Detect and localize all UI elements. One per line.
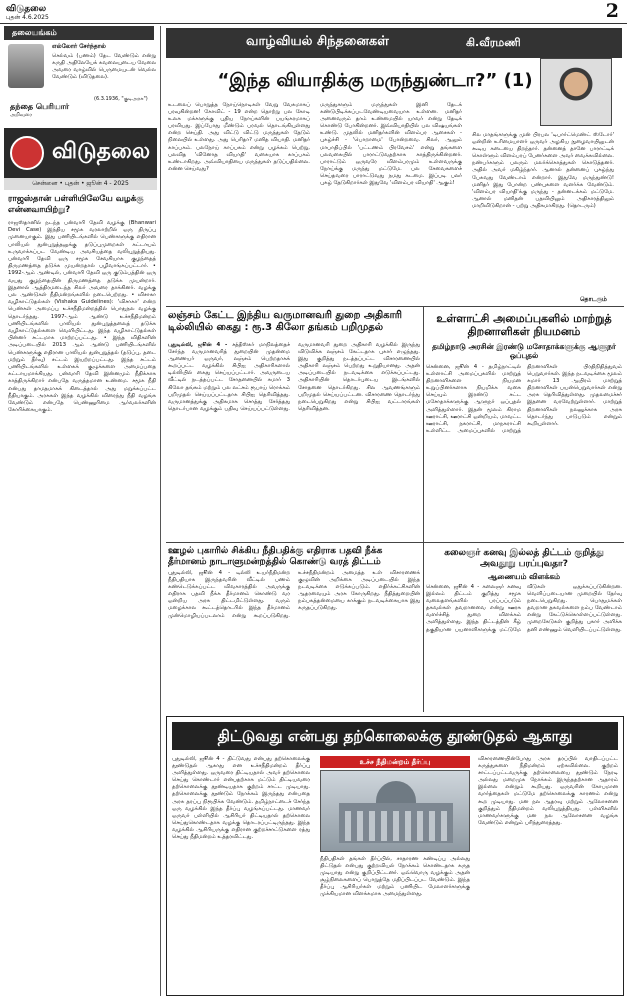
story-dateline: புதுடில்லி, ஜூன் 4 - <box>168 342 233 348</box>
story-headline: கலைஞர் கனவு இல்லத் திட்டம் குறித்து அவதூறு பரப்புவதா? <box>444 548 604 569</box>
story-headline: உள்ளாட்சி அமைப்புகளில் மாற்றுத் திறனாளிகள் நியமனம் <box>436 312 612 338</box>
editorial-title: ராஜஸ்தான் பள்ளியிலேயே வழக்கு என்னவாயிற்று? <box>8 194 144 215</box>
logo-badge-icon <box>10 136 44 170</box>
founder-caption: அறிவுரை <box>10 112 32 118</box>
story-headline: ஊழல் புகாரில் சிக்கிய நீதிபதிக்கு எதிராக பதவி நீக்க தீர்மானம் நாடாளுமன்றத்தில் கொண்டு வரத் திட்டம் <box>168 546 383 567</box>
paper-name: விடுதலை <box>6 4 47 14</box>
edition-line: சென்னை • புதன் • ஜூன் 4 - 2025 <box>4 178 157 190</box>
issue-date: புதன் 4.6.2025 <box>6 14 49 21</box>
founder-photo <box>8 44 44 88</box>
column-headline: “இந்த வியாதிக்கு மருந்துண்டா?” (1) <box>217 70 533 91</box>
story-text: சத்தீஸ்கர் மாநிலத்தைச் சேர்ந்த வருமானவரித் துறையின் முதன்மை ஆணையர் ஒருவர், லஞ்சம் பெற்றதாகக் கூறப்பட்ட வழக்கில் சிபிஐ அதிகாரிகளால் டில்லியில் கைது செய்யப்பட்டார். அவருடைய வீட்டில் நடத்தப்பட்ட சோதனையில் சுமார் 3 கிலோ தங்கம் மற்றும் பல லட்சம் ரூபாய் ரொக்கம் பறிமுதல் செய்யப்பட்டதாக சிபிஐ தெரிவித்தது. வருமானத்துக்கு அதிகமாக சொத்து சேர்த்தது தொடர்பான வழக்கும் பதிவு செய்யப்பட்டுள்ளது. வருமானவரி துறை அதிகாரி வழக்கில் இருந்து விடுவிக்க லஞ்சம் கேட்டதாக புகார் எழுந்தது. இது குறித்து நடத்தப்பட்ட விசாரணையில் அதிகாரி லஞ்சம் பெற்றது உறுதியானது. அதன் அடிப்படையில் நடவடிக்கை எடுக்கப்பட்டது. அதிகாரியின் தொடர்புடைய இடங்களில் சோதனை தொடர்கிறது. சில ஆவணங்களும் பறிமுதல் செய்யப்பட்டன. விசாரணை தொடர்ந்து நடைபெறுகிறது என்று சிபிஐ வட்டாரங்கள் தெரிவித்தன. <box>168 342 420 412</box>
quote-text: செல்வம் (பணம்) தேட வேண்டும் என்று கருதி அதிலேயேக் கவலையுடைய வேலை அவரை வாழ்வில் பெருமையுடன் வெல்ல வேண்டும் (விடுதலை). <box>52 53 156 80</box>
page-number: 2 <box>605 0 619 22</box>
founder-signature <box>10 102 69 120</box>
story-body: சென்னை, ஜூன் 4 - தமிழ்நாட்டில் உள்ளாட்சி அமைப்புகளில் மாற்றுத் திறனாளிகளை நியமன உறுப்பினர்களாக நியமிக்க வகை செய்யும் இரண்டு சட்ட மசோதாக்களுக்கு ஆளுநர் ஒப்புதல் அளித்துள்ளார். இதன் மூலம் கிராம ஊராட்சி, ஊராட்சி ஒன்றியம், மாவட்ட ஊராட்சி, நகராட்சி, மாநகராட்சி உள்ளிட்ட அமைப்புகளில் மாற்றுத் திறனாளிகள் பிரதிநிதித்துவம் பெறுவார்கள். இந்த நடவடிக்கை மூலம் சுமார் 13 ஆயிரம் மாற்றுத் திறனாளிகள் பயன்பெறுவார்கள் என்று அரசு தெரிவித்துள்ளது. முதலமைச்சர் இதனை வரவேற்றுள்ளார். மாற்றுத் திறனாளிகள் நலனுக்காக அரசு தொடர்ந்து பாடுபடும் என்றும் கூறியுள்ளார். <box>426 364 622 434</box>
continued-note: தொடரும் <box>580 296 607 303</box>
column-banner <box>166 28 622 58</box>
divider <box>423 306 424 712</box>
story-body: சென்னை, ஜூன் 4 - கலைஞர் கனவு இல்லம் திட்டம் குறித்து சமூக வலைதளங்களில் பரப்பப்படும் தகவல்கள் தவறானவை என்று ஊரக வளர்ச்சித் துறை விளக்கம் அளித்துள்ளது. இந்த திட்டத்தின் கீழ் தகுதியான பயனாளிகளுக்கு மட்டுமே வீடுகள் ஒதுக்கப்படுகின்றன. வெளிப்படையான முறையில் தேர்வு நடைபெறுகிறது. பொதுமக்கள் தவறான தகவல்களை நம்ப வேண்டாம் என்று கேட்டுக்கொள்ளப்பட்டுள்ளது. முறைகேடுகள் குறித்து புகார் அளிக்க தனி எண்ணும் வெளியிடப்பட்டுள்ளது. <box>426 584 622 633</box>
feature-text-3: விசாரணையின்போது அரசு தரப்பில் வாதிடப்பட்ட கருத்துகளை நீதிமன்றம் ஏற்கவில்லை. குற்றம் சாட்டப்பட்டவருக்கு தற்கொலையை தூண்டும் நேரடி அல்லது மறைமுக நோக்கம் இருந்ததற்கான ஆதாரம் இல்லை என்றும் கூறியது. ஒருவரின் கோபமான வார்த்தைகள் மட்டுமே தற்கொலைக்கு காரணம் என்று கூற முடியாது. மன நல ஆதரவு மற்றும் ஆலோசனை குறித்தும் நீதிமன்றம் வலியுறுத்தியது. பள்ளிகளில் மாணவர்களுக்கு மன நல ஆலோசனை வழங்க வேண்டும் என்றும் பரிந்துரைத்தது. <box>478 756 618 826</box>
editorial-label: தலையங்கம் <box>4 26 154 40</box>
editorial-body: ராஜஸ்தானில் நடந்த பன்வாரி தேவி வழக்கு (Bhanwari Devi Case) இந்திய சமூக வரலாற்றில் ஒரு திருப்பு முனையாகும். இது பணியிடங்களில் பெண்களுக்கு எதிரான பாலியல் துன்புறுத்தலுக்கு தடுப்புமுறைகள் கட்டாயம் உருவாக்கப்பட வேண்டிய அவசியத்தை வலியுறுத்தியது. பன்வாரி தேவி ஒரு சமூக சேவகியாக குழந்தைத் திருமணத்தை தடுக்க முயன்றதால் பழிவாங்கப்பட்டார். • 1992-ஆம் ஆண்டில், பன்வாரி தேவி ஒரு குடும்பத்தின் ஒரு வயது குழந்தையின் திருமணத்தை தடுக்க முயன்றார். இதனால் ஆத்திரமடைந்த சிலர் அவரை தாக்கினர். வழக்கு பல ஆண்டுகள் நீதிமன்றங்களில் நடைபெற்றது. • விசாகா வழிகாட்டுதல்கள் (Vishaka Guidelines): 'விசாகா' என்ற பெண்கள் அமைப்பு உச்சநீதிமன்றத்தில் பொதுநல வழக்கு தொடர்ந்தது. 1997-ஆம் ஆண்டு உச்சநீதிமன்றம் பணியிடங்களில் பாலியல் துன்புறுத்தலைத் தடுக்க வழிகாட்டுதல்களை வெளியிட்டது. இந்த வழிகாட்டுதல்கள் பின்னர் சட்டமாக மாற்றப்பட்டது. • இந்த விதிகளின் அடிப்படையில் 2013 ஆம் ஆண்டு பணியிடங்களில் பெண்களுக்கு எதிரான பாலியல் துன்புறுத்தல் (தடுப்பு, தடை மற்றும் தீர்வு) சட்டம் இயற்றப்பட்டது. இந்த சட்டம் பணியிடங்களில் உள்ளகக் குழுக்களை அமைப்பதை கட்டாயமாக்கியது. பன்வாரி தேவி இன்னமும் நீதிக்காக காத்திருக்கிறார் என்பதே வருத்தமான உண்மை. சமூக நீதி என்பது தாமதமாகக் கிடைத்தால் அது மறுக்கப்பட்ட நீதியாகும். அரசுகள் இந்த வழக்கில் விரைந்து நீதி வழங்க வேண்டும் என்பதே பெண்ணுரிமை ஆர்வலர்களின் கோரிக்கையாகும். <box>8 220 156 414</box>
masthead-title: விடுதலை <box>52 138 151 164</box>
supreme-court-photo <box>320 770 470 852</box>
story-subhead: தமிழ்நாடு அரசின் இரண்டு மசோதாக்களுக்கு ஆளுநர் ஒப்புதல் <box>432 342 616 360</box>
story-body: புதுடில்லி, ஜூன் 4 - டில்லி உயர்நீதிமன்ற நீதிபதியாக இருந்தவரின் வீட்டில் பணம் கண்டெடுக்கப்பட்ட விவகாரத்தில் அவருக்கு எதிராக பதவி நீக்க தீர்மானம் கொண்டு வர ஒன்றிய அரசு திட்டமிட்டுள்ளது. வரும் மழைக்கால கூட்டத்தொடரில் இந்த தீர்மானம் முன்மொழியப்படலாம் என்று கூறப்படுகிறது. உச்சநீதிமன்றம் அமைத்த உள் விசாரணைக் குழுவின் அறிக்கை அடிப்படையில் இந்த நடவடிக்கை எடுக்கப்படும். எதிர்க்கட்சிகளின் ஆதரவையும் அரசு கோருகிறது. நீதித்துறையின் நம்பகத்தன்மையை காக்கும் நடவடிக்கையாக இது கருதப்படுகிறது. <box>168 570 420 619</box>
story-subhead: ஆணையம் விளக்கம் <box>487 572 561 581</box>
divider <box>166 542 624 543</box>
column-author: கி.வீரமணி <box>466 36 521 49</box>
quote-date: (6.3.1936, "குடிஅரசு") <box>94 96 148 102</box>
column-title: வாழ்வியல் சிந்தனைகள் <box>246 34 389 49</box>
editorial-column <box>4 26 161 996</box>
masthead <box>4 128 157 178</box>
feature-text-1: புதுடில்லி, ஜூன் 4 - திட்டுவது என்பது தற்கொலைக்கு தூண்டுதல் ஆகாது என உச்சநீதிமன்றம் தீர்ப்பு அளித்துள்ளது. ஒருவரை திட்டியதால் அவர் தற்கொலை செய்து கொண்டார் என்பதற்காக மட்டும் திட்டியவரை தற்கொலைக்கு தூண்டியதாக குற்றம் சாட்ட முடியாது. தற்கொலைக்கு தூண்டும் நோக்கம் இருந்தது என்பதை அரசு தரப்பு நிரூபிக்க வேண்டும். தமிழ்நாட்டைச் சேர்ந்த ஒரு வழக்கில் இந்த தீர்ப்பு வழங்கப்பட்டது. மாணவர் ஒருவர் பள்ளியில் ஆசிரியர் திட்டியதால் தற்கொலை செய்துகொண்டதாக வழக்கு தொடரப்பட்டிருந்தது. இந்த வழக்கில் ஆசிரியருக்கு எதிரான குற்றச்சாட்டுகளை ரத்து செய்து நீதிமன்றம் உத்தரவிட்டது. <box>172 756 310 841</box>
story-headline: லஞ்சம் கேட்ட இந்திய வருமானவரி துறை அதிகாரி டில்லியில் கைது : ரூ.3 கிலோ தங்கம் பறிமுதல் <box>168 310 402 333</box>
feature-headline: திட்டுவது என்பது தற்கொலைக்கு தூண்டுதல் ஆகாது <box>172 722 618 750</box>
quote-author: எல்லோர் சேர்ந்தால் <box>52 43 106 50</box>
feature-text-2: நீதிபதிகள் தங்கள் தீர்ப்பில், சாதாரண கண்டிப்பு அல்லது திட்டுதல் என்பது குற்றவியல் நோக்கம் கொண்டதாக கருத முடியாது என்று குறிப்பிட்டனர். ஒவ்வொரு வழக்கும் அதன் சூழ்நிலைகளைப் பொறுத்தே மதிப்பிடப்பட வேண்டும். இந்த தீர்ப்பு ஆசிரியர்கள் மற்றும் பணியிட மேலாளர்களுக்கு முக்கியமான விளக்கமாக அமைந்துள்ளது. <box>320 856 470 898</box>
page-header <box>0 0 627 24</box>
column-body <box>168 102 618 302</box>
column-text-3: சில மாதங்களுக்கு முன் பிரபல 'டிபார்ட்மெண்ட் ஸ்டோர்' ஒன்றின் உரிமையாளர் ஒருவர் அழகிய நுழைவாயிலுடன் கூடிய கடையை திறந்தார். தன்னைத் தானே பாராட்டிக் கொள்ளும் விளம்பரப் பேனர்களை அவர் வைக்கவில்லை. நண்பர்களும் பலரும் மலர்க்கொத்துகள் கொடுத்தனர். அதில் அவர் மகிழ்ந்தார். ஆனால் தன்னைப் புகழ்ந்து பேசுவது வேண்டாம் என்றார். இதுவே மருந்துண்டு! மனிதர் இது போன்ற பண்புகளை வளர்க்க வேண்டும். 'விளம்பர வியாதி'க்கு மருந்து - தன்னடக்கம் மட்டுமே. ஆனால் மனிதன் பதவியிலும் அதிகாரத்திலும் மாறிவிடுகிறான் - பற்று அதிகமாகிறது. (தொடரும்) <box>472 132 614 209</box>
column-text-1: உடலைப் பொறுத்த நோய்நொடிகள் வேறு வேகமாகப் பரவுகின்றன! கோவிட் - 19 என்ற தொற்று பல கோடி உலக மக்களுக்கு புதிய நோய்களின் பயங்கரமாகப் பரவியது. இப்போது மீண்டும் பரவல் தொடங்கியுள்ளது என்ற செய்தி. அது விட்டு விட்டு மருந்துகள் தேடும் நிலையில் உள்ளது. அது பெரிதா? மனித வியாதி. மனிதர் காப்பகம். பலநோய் காப்பகம் என்று பழக்கம் பெற்று, பலவித 'வினோத வியாதி' வகையாக காப்பகம் உண்டாகிறது. அவ்வியாதியை மருந்துகள் தடுப்பதில்லை. என்ன செய்வது? <box>168 102 310 172</box>
story-body <box>168 342 420 542</box>
court-label: உச்ச நீதிமன்றம் தீர்ப்பு <box>320 756 470 768</box>
column-text-2: மருந்துகளும் மருந்துகள் இனி தேடக் கண்டுபிடிக்கப்படவேண்டியவையாக உள்ளன. மனிதர் அனைவரும் தாம் உண்மையில் யாவர் என்று தேடிக் கொண்டு போகின்றனர். இவ்வியாதியில் பல விஷயங்கள் உண்டு. முதலில் மனிதர்களின் விளம்பர ஆசைகள் - புகழ்ச்சி - 'பொறாமை' போன்றவை. சிலர், ஆலும் மாபாதிப்பில் 'பட்டணம் பிரவேசம்' என்று தங்களை பலவகையில் பாராட்டுவதற்காக காத்திருக்கின்றனர். பாராட்டும் ஒருவரே விளம்பரமும் உள்ளவருக்கு நோய்க்கு மருந்து மட்டுமே. பல சேவைகளைச் செய்தவரை பாராட்டுவது நமது கடமை. இப்படி பலர் புகழ் தேடுகிறார்கள் இதுவே 'விளம்பர வியாதி' ஆகும்! <box>320 102 462 187</box>
divider <box>166 306 624 307</box>
founder-name: தந்தை பெரியார் <box>10 102 70 111</box>
